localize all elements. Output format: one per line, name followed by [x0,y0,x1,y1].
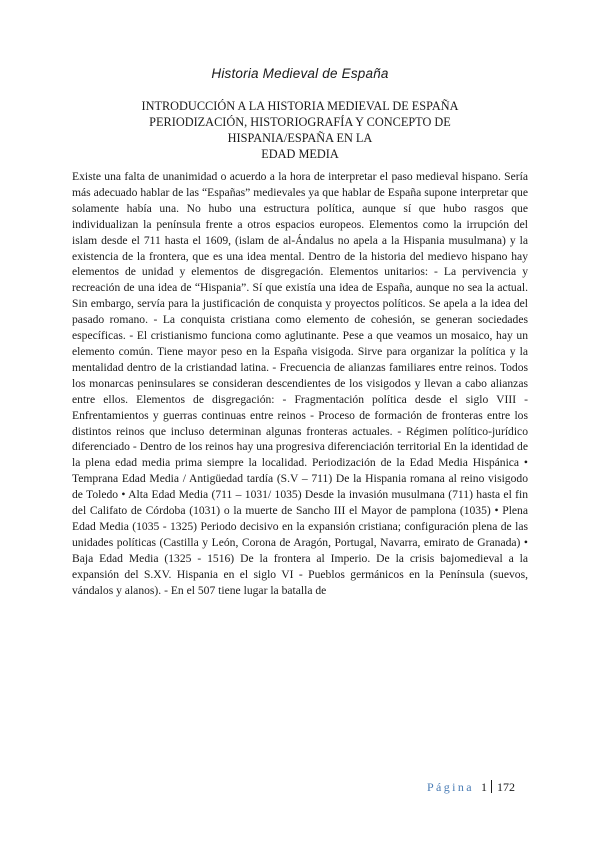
page-number-divider [491,780,492,793]
page-label: Página [426,780,474,794]
section-heading [95,98,505,162]
page-footer [427,780,515,795]
section-heading-line-2: PERIODIZACIÓN, HISTORIOGRAFÍA Y CONCEPTO DE HISPANIA/ESPAÑA EN LA [149,115,451,145]
body-paragraph: Existe una falta de unanimidad o acuerdo a la hora de interpretar el paso medieval hispano. Sería más adecuado hablar de las “Españas” medievales ya que hablar de España supone interpretar que solamente había una. No hubo una estructura política, aunque sí que hubo rasgos que individualizan la península frente a otros espacios europeos. Elementos como la irrupción del islam desde el 711 hasta el 1609, (islam de al-Ándalus no apela a la Hispania musulmana) y la existencia de la frontera, que es una idea mental. Dentro de la historia del medievo hispano hay elementos de unidad y elementos de disgregación. Elementos unitarios: - La pervivencia y recreación de una idea de “Hispania”. Sí que existía una idea de España, aunque no sea la actual. Sin embargo, servía para la justificación de conquista y proyectos políticos. Se apela a la idea del pasado romano. - La conquista cristiana como elemento de cohesión, se generan sociedades específicas. - El cristianismo funciona como aglutinante. Pese a que veamos un mosaico, hay un elemento común. Tiene mayor peso en la España visigoda. Sirve para organizar la política y la mentalidad dentro de la cristiandad latina. - Frecuencia de alianzas familiares entre reinos. Todos los monarcas peninsulares se consideran descendientes de los visigodos y llevan a cabo alianzas entre ellos. Elementos de disgregación: - Fragmentación política desde el siglo VIII - Enfrentamientos y guerras continuas entre reinos - Proceso de formación de fronteras entre los distintos reinos que incluso determinan algunas fronteras actuales. - Régimen político-jurídico diferenciado - Dentro de los reinos hay una progresiva diferenciación territorial En la identidad de la plena edad media prima siempre la localidad. Periodización de la Edad Media Hispánica • Temprana Edad Media / Antigüedad tardía (S.V – 711) De la Hispania romana al reino visigodo de Toledo • Alta Edad Media (711 – 1031/ 1035) Desde la invasión musulmana (711) hasta el fin del Califato de Córdoba (1031) o la muerte de Sancho III el Mayor de pamplona (1035) • Plena Edad Media (1035 - 1325) Periodo decisivo en la expansión cristiana; configuración plena de las unidades políticas (Castilla y León, Corona de Aragón, Portugal, Navarra, emirato de Granada) • Baja Edad Media (1325 - 1516) De la frontera al Imperio. De la crisis bajomedieval a la expansión del S.XV. Hispania en el siglo VI - Pueblos germánicos en la Península (suevos, vándalos y alanos). - En el 507 tiene lugar la batalla de [72,170,528,597]
section-heading-line-3: EDAD MEDIA [261,147,339,161]
section-heading-line-1: INTRODUCCIÓN A LA HISTORIA MEDIEVAL DE ESPAÑA [141,99,459,113]
running-header-title: Historia Medieval de España [211,66,389,81]
total-pages-number: 172 [497,780,515,794]
current-page-number: 1 [481,780,487,794]
